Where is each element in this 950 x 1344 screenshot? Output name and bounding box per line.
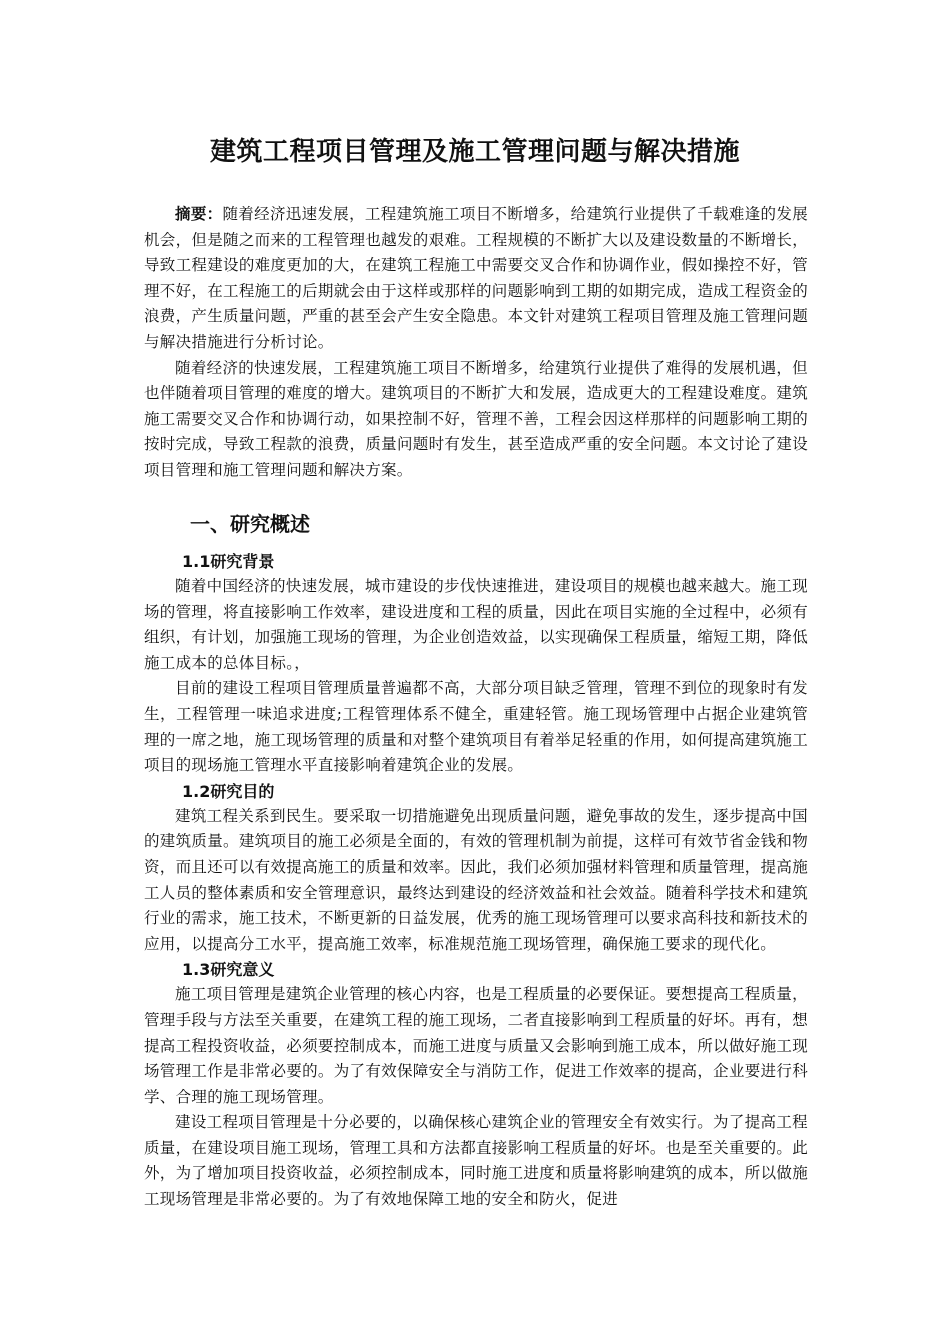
subsection-heading-purpose: 1.2研究目的 [182,781,275,801]
subsection-heading-significance: 1.3研究意义 [182,960,275,980]
subsection-heading-background: 1.1研究背景 [182,552,275,571]
section-heading: 一、研究概述 [190,512,310,536]
abstract-text: 随着经济迅速发展，工程建筑施工项目不断增多，给建筑行业提供了千载难逢的发展机会，但是随之而来的工程管理也越发的艰难。工程规模的不断扩大以及建设数量的不断增长，导致工程建设的难度更加的大，在建筑工程施工中需要交叉合作和协调作业，假如操控不好，管理不好，在工程施工的后期就会由于这样或那样的问题影响到工期的如期完成，造成工程资金的浪费，产生质量问题，严重的甚至会产生安全隐患。本文针对建筑工程项目管理及施工管理问题与解决措施进行分析讨论。 [144,205,808,351]
document-title: 建筑工程项目管理及施工管理问题与解决措施 [209,137,740,167]
abstract-block [144,202,808,484]
intro-paragraph: 随着经济的快速发展，工程建筑施工项目不断增多，给建筑行业提供了难得的发展机遇，但也伴随着项目管理的难度的增大。建筑项目的不断扩大和发展，造成更大的工程建设难度。建筑施工需要交叉合作和协调行动，如果控制不好，管理不善，工程会因这样那样的问题影响工期的按时完成，导致工程款的浪费，质量问题时有发生，甚至造成严重的安全问题。本文讨论了建设项目管理和施工管理问题和解决方案。 [144,358,808,479]
background-paragraph: 目前的建设工程项目管理质量普遍都不高，大部分项目缺乏管理，管理不到位的现象时有发生，工程管理一味追求进度;工程管理体系不健全，重建轻管。施工现场管理中占据企业建筑管理的一席之地，施工现场管理的质量和对整个建筑项目有着举足轻重的作用，如何提高建筑施工项目的现场施工管理水平直接影响着建筑企业的发展。 [144,679,808,775]
abstract-paragraph [144,202,808,356]
background-paragraph: 随着中国经济的快速发展，城市建设的步伐快速推进，建设项目的规模也越来越大。施工现场的管理，将直接影响工作效率，建设进度和工程的质量，因此在项目实施的全过程中，必须有组织，有计划，加强施工现场的管理，为企业创造效益，以实现确保工程质量，缩短工期，降低施工成本的总体目标。， [144,577,808,672]
section-body [144,549,808,1213]
purpose-paragraph: 建筑工程关系到民生。要采取一切措施避免出现质量问题，避免事故的发生，逐步提高中国的建筑质量。建筑项目的施工必须是全面的，有效的管理机制为前提，这样可有效节省金钱和物资，而且还可以有效提高施工的质量和效率。因此，我们必须加强材料管理和质量管理，提高施工人员的整体素质和安全管理意识，最终达到建设的经济效益和社会效益。随着科学技术和建筑行业的需求，施工技术，不断更新的日益发展，优秀的施工现场管理可以要求高科技和新技术的应用，以提高分工水平，提高施工效率，标准规范施工现场管理，确保施工要求的现代化。 [144,806,808,953]
abstract-label: 摘要： [175,205,223,223]
significance-paragraph: 建设工程项目管理是十分必要的，以确保核心建筑企业的管理安全有效实行。为了提高工程质量，在建设项目施工现场，管理工具和方法都直接影响工程质量的好坏。也是至关重要的。此外，为了增加项目投资收益，必须控制成本，同时施工进度和质量将影响建筑的成本，所以做施工现场管理是非常必要的。为了有效地保障工地的安全和防火，促进 [144,1113,808,1209]
significance-paragraph: 施工项目管理是建筑企业管理的核心内容，也是工程质量的必要保证。要想提高工程质量，管理手段与方法至关重要，在建筑工程的施工现场，二者直接影响到工程质量的好坏。再有，想提高工程投资收益，必须要控制成本，而施工进度与质量又会影响到施工成本，所以做好施工现场管理工作是非常必要的。为了有效保障安全与消防工作，促进工作效率的提高，企业要进行科学、合理的施工现场管理。 [144,985,808,1106]
